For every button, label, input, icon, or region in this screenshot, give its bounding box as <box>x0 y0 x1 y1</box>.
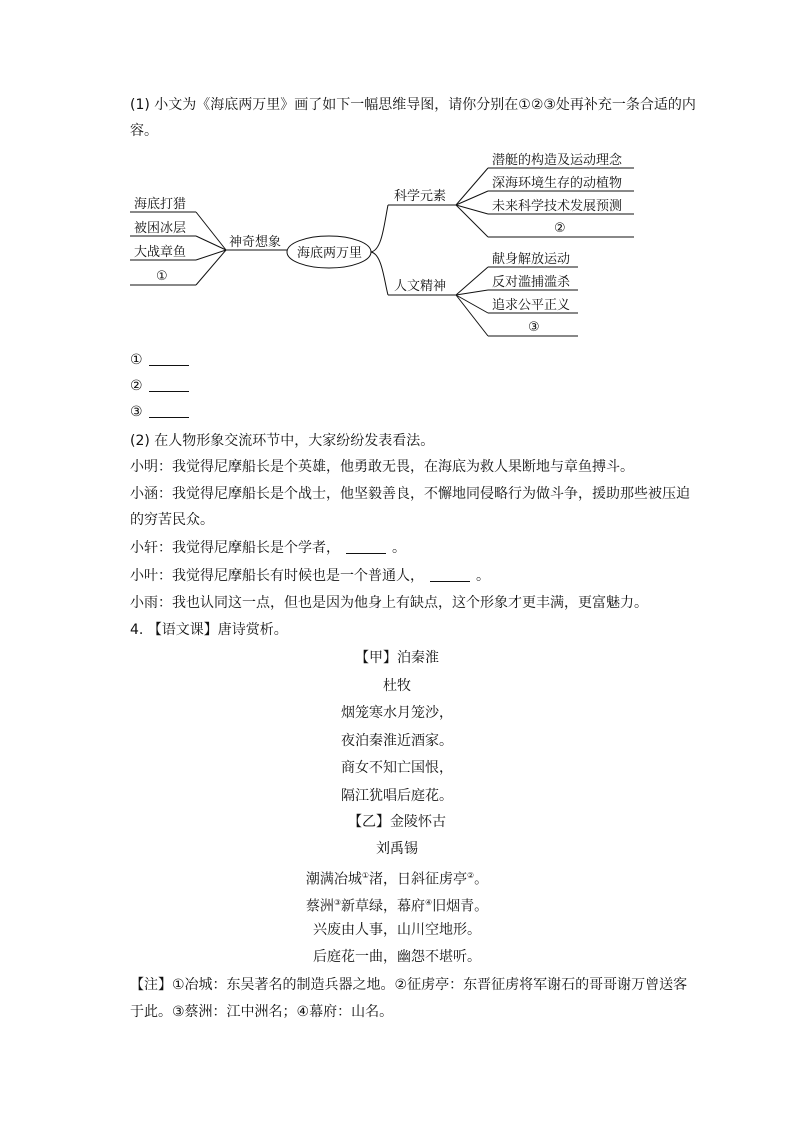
left-branch <box>130 196 288 285</box>
left-item-3: 大战章鱼 <box>134 245 187 260</box>
note-line-2: 于此。③蔡洲：江中洲名；④幕府：山名。 <box>130 1004 394 1020</box>
q2-xiaohan-1: 小涵：我觉得尼摩船长是个战士，他坚毅善良，不懈地同侵略行为做斗争，援助那些被压迫 <box>130 486 690 502</box>
poem2-line-3: 兴废由人事，山川空地形。 <box>313 922 481 938</box>
q1-text-line1: (1) 小文为《海底两万里》画了如下一幅思维导图，请你分别在①②③处再补充一条合适的内 <box>130 97 696 113</box>
poem2-line-1: 潮满冶城①渚，日斜征虏亭②。 <box>305 871 489 888</box>
q1-text-line2: 容。 <box>130 123 158 139</box>
note-line-1: 【注】①冶城：东吴著名的制造兵器之地。②征虏亭：东晋征虏将军谢石的哥哥谢万曾送客 <box>130 977 688 993</box>
poem2-line-4: 后庭花一曲，幽怨不堪听。 <box>313 949 481 965</box>
q4-heading: 4. 【语文课】唐诗赏析。 <box>130 622 288 638</box>
xiaoye-blank[interactable] <box>430 567 470 582</box>
poem1-line-4: 隔江犹唱后庭花。 <box>341 788 453 804</box>
left-item-1: 海底打猎 <box>134 197 187 212</box>
xiaoxuan-blank[interactable] <box>346 539 386 554</box>
poem1-line-2: 夜泊秦淮近酒家。 <box>341 733 453 749</box>
poem2-title: 【乙】金陵怀古 <box>348 814 446 830</box>
left-item-4: ① <box>156 269 168 284</box>
answer-2-blank[interactable] <box>149 377 189 392</box>
poem1-line-1: 烟笼寒水月笼沙， <box>341 705 453 721</box>
mind-map <box>0 0 794 360</box>
right-bottom-item-3: 追求公平正义 <box>492 298 571 313</box>
poem2-line-2: 蔡洲③新草绿，幕府④旧烟青。 <box>305 898 489 915</box>
left-branch-label: 神奇想象 <box>229 235 282 250</box>
right-bottom-branch <box>388 251 578 336</box>
right-bottom-item-1: 献身解放运动 <box>492 252 571 267</box>
q2-xiaoye: 小叶：我觉得尼摩船长有时候也是一个普通人， 。 <box>130 568 490 584</box>
q2-xiaoyu: 小雨：我也认同这一点，但也是因为他身上有缺点，这个形象才更丰满，更富魅力。 <box>130 595 648 611</box>
poem1-author: 杜牧 <box>383 678 411 694</box>
q2-intro: (2) 在人物形象交流环节中，大家纷纷发表看法。 <box>130 433 435 449</box>
poem1-line-3: 商女不知亡国恨， <box>341 760 453 776</box>
poem1-title: 【甲】泊秦淮 <box>355 650 439 666</box>
poem2-author: 刘禹锡 <box>376 841 418 857</box>
answer-2: ② <box>130 376 195 396</box>
q2-xiaohan-2: 的穷苦民众。 <box>130 512 214 528</box>
right-bottom-label: 人文精神 <box>394 279 447 294</box>
q2-xiaoxuan: 小轩：我觉得尼摩船长是个学者， 。 <box>130 540 406 556</box>
right-bottom-item-4: ③ <box>528 320 540 335</box>
center-node-label: 海底两万里 <box>297 246 363 261</box>
right-connector <box>371 205 388 295</box>
answer-3: ③ <box>130 402 195 422</box>
answer-1-blank[interactable] <box>149 351 189 366</box>
right-top-item-2: 深海环境生存的动植物 <box>492 176 623 191</box>
right-top-branch <box>388 152 634 237</box>
left-item-2: 被困冰层 <box>134 221 187 236</box>
right-top-item-3: 未来科学技术发展预测 <box>492 199 623 214</box>
right-bottom-item-2: 反对滥捕滥杀 <box>492 275 571 290</box>
answer-1: ① <box>130 350 195 370</box>
right-top-item-1: 潜艇的构造及运动理念 <box>492 153 623 168</box>
right-top-item-4: ② <box>554 221 566 236</box>
answer-3-blank[interactable] <box>149 403 189 418</box>
right-top-label: 科学元素 <box>394 189 447 204</box>
q2-xiaoming: 小明：我觉得尼摩船长是个英雄，他勇敢无畏，在海底为救人果断地与章鱼搏斗。 <box>130 459 634 475</box>
